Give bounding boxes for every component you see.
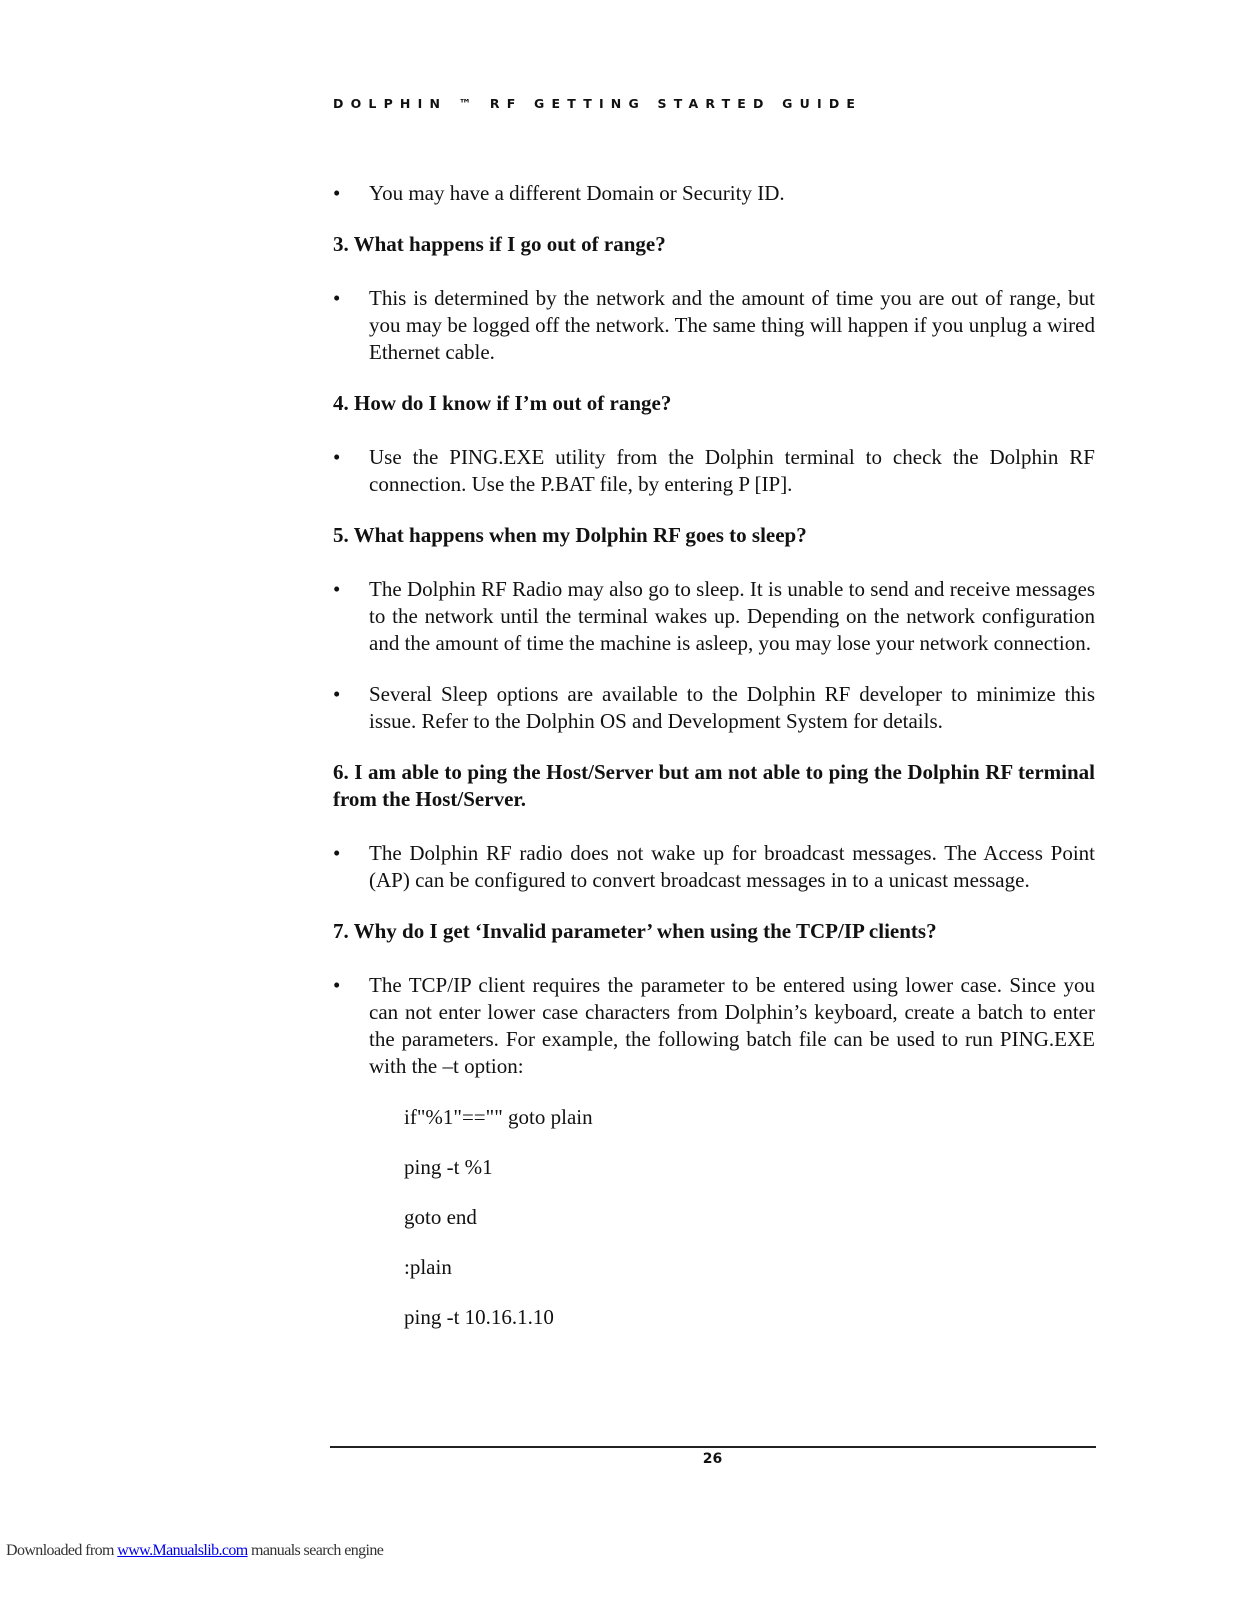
footer-prefix: Downloaded from [6,1542,118,1559]
code-line: ping -t %1 [404,1155,493,1179]
bullet-glyph: • [333,841,341,865]
code-line: ping -t 10.16.1.10 [404,1305,554,1329]
question-heading-6: 6. I am able to ping the Host/Server but am not able to ping the Dolphin RF terminal from the Host/Server. [333,760,1095,811]
bullet-text: The TCP/IP client requires the parameter to be entered using lower case. Since you can not enter lower case characters from Dolphin’s keyboard, create a batch to enter the parameters. For example, the following batch file can be used to run PING.EXE with the –t option: [369,973,1095,1078]
bullet-text: Several Sleep options are available to the Dolphin RF developer to minimize this issue. Refer to the Dolphin OS and Development System for details. [369,682,1095,733]
code-line: if"%1"=="" goto plain [404,1105,593,1129]
page-number: 26 [702,1451,723,1467]
question-heading-4: 4. How do I know if I’m out of range? [333,391,672,415]
bullet-text: Use the PING.EXE utility from the Dolphin terminal to check the Dolphin RF connection. Use the P.BAT file, by entering P [IP]. [369,445,1095,496]
list-item [333,576,1095,657]
list-item [333,681,1095,735]
list-item [333,444,1095,498]
bullet-glyph: • [333,577,341,601]
manualslib-link[interactable]: www.Manualslib.com [117,1542,248,1559]
download-footer [6,1542,383,1560]
bullet-text: The Dolphin RF Radio may also go to sleep. It is unable to send and receive messages to the network until the terminal wakes up. Depending on the network configuration and the amount of time the machine is asleep, you may lose your network connection. [369,577,1095,655]
question-heading-7: 7. Why do I get ‘Invalid parameter’ when using the TCP/IP clients? [333,919,937,943]
list-item [333,972,1095,1080]
code-line: goto end [404,1205,477,1229]
batch-file-code [333,1104,1095,1331]
list-item [333,180,1095,207]
bullet-glyph: • [333,445,341,469]
question-heading-3: 3. What happens if I go out of range? [333,232,666,256]
code-line: :plain [404,1255,452,1279]
footer-divider [330,1446,1096,1448]
bullet-glyph: • [333,973,341,997]
bullet-glyph: • [333,286,341,310]
page-content [333,180,1095,1331]
footer-suffix: manuals search engine [247,1542,384,1559]
list-item [333,285,1095,366]
question-heading-5: 5. What happens when my Dolphin RF goes to sleep? [333,523,807,547]
bullet-text: This is determined by the network and the amount of time you are out of range, but you may be logged off the network. The same thing will happen if you unplug a wired Ethernet cable. [369,286,1095,364]
bullet-text: The Dolphin RF radio does not wake up for broadcast messages. The Access Point (AP) can be configured to convert broadcast messages in to a unicast message. [369,841,1095,892]
running-header: DOLPHIN ™ RF GETTING STARTED GUIDE [333,96,863,111]
bullet-text: You may have a different Domain or Security ID. [369,181,785,205]
list-item [333,840,1095,894]
bullet-glyph: • [333,181,341,205]
bullet-glyph: • [333,682,341,706]
